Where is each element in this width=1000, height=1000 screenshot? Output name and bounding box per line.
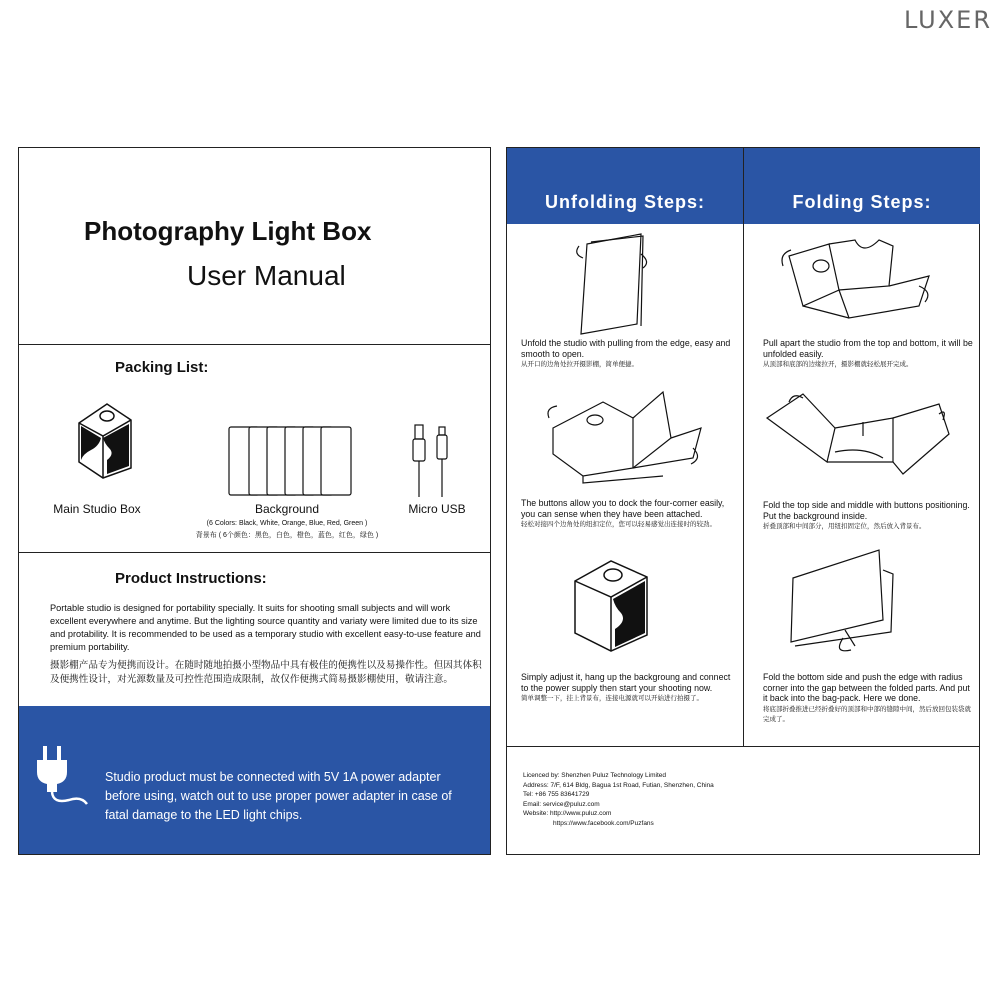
footer-website: Website: http://www.puluz.com (523, 810, 612, 818)
usb-label: Micro USB (408, 502, 466, 516)
company-footer (523, 771, 714, 829)
fold-step-1-cn: 从顶部和底部的边缘拉开，摄影棚就轻松展开完成。 (763, 361, 913, 368)
background-sheets-illustration (227, 425, 357, 497)
usb-cable-illustration (409, 421, 459, 501)
unfold-step-3-cn: 简单调整一下，挂上背景布，连接电源就可以开始进行拍摄了。 (521, 695, 703, 702)
background-colors-cn: 背景布 ( 6个颜色：黑色，白色，橙色，蓝色，红色，绿色 ) (195, 532, 379, 539)
background-colors-en: (6 Colors: Black, White, Orange, Blue, Red, Green ) (206, 520, 368, 527)
footer-facebook: https://www.facebook.com/Puzfans (553, 819, 654, 827)
fold-step-3-cn: 将底部折叠推进已经折叠好的顶部和中部的缝隙中间，然后放回包装袋就完成了。 (763, 705, 971, 723)
footer-tel: Tel: +86 755 83641729 (523, 791, 590, 799)
folding-header: Folding Steps: (744, 148, 980, 224)
fold-step-3-text (763, 672, 973, 726)
unfold-step-1-illustration (571, 234, 661, 334)
power-warning-text: Studio product must be connected with 5V 1A power adapter before using, watch out to use proper power adapter in case of fatal damage to the LED light chips. (105, 770, 452, 822)
power-warning-bar (19, 706, 490, 854)
fold-step-2-en: Fold the top side and middle with buttons positioning. Put the background inside. (763, 500, 970, 521)
unfolding-header: Unfolding Steps: (507, 148, 743, 224)
unfold-step-1-en: Unfold the studio with pulling from the edge, easy and smooth to open. (521, 338, 731, 359)
footer-address: Address: 7/F, 614 Bldg, Bagua 1st Road, Futian, Shenzhen, China (523, 781, 714, 789)
fold-step-2-illustration (763, 388, 953, 478)
instructions-title: Product Instructions: (115, 570, 267, 587)
background-label: Background (254, 502, 320, 516)
instructions-cn: 摄影棚产品专为便携而设计。在随时随地拍摄小型物品中具有极佳的便携性以及易操作性。但因其体积及便携性设计，对光源数量及可控性范围造成限制，故仅作便携式简易摄影棚使用，敬请注意。 (50, 660, 482, 685)
steps-panel (506, 147, 980, 855)
unfold-step-3-en: Simply adjust it, hang up the backgroung and connect to the power supply then start your shooting now. (521, 672, 731, 693)
brand-logo: LUXER (903, 6, 992, 34)
unfold-step-3-text (521, 672, 731, 705)
studio-box-label: Main Studio Box (53, 502, 141, 516)
fold-step-1-en: Pull apart the studio from the top and bottom, it will be unfolded easily. (763, 338, 973, 359)
fold-step-2-text (763, 500, 973, 533)
unfold-step-2-cn: 轻松对接四个边角处的纽扣定位，您可以轻易感觉出连接时的较劲。 (521, 521, 716, 528)
fold-step-1-text (763, 338, 973, 371)
unfold-step-1-text (521, 338, 731, 371)
unfold-step-2-illustration (543, 388, 703, 483)
footer-licence: Licenced by: Shenzhen Puluz Technology Limited (523, 772, 666, 779)
unfold-step-2-text (521, 498, 731, 531)
fold-step-2-cn: 折叠顶部和中间部分，用纽扣固定位，然后放入背景布。 (763, 523, 926, 530)
manual-cover-panel (18, 147, 491, 855)
divider (19, 552, 490, 553)
divider (507, 746, 979, 747)
fold-step-3-illustration (783, 550, 903, 660)
footer-email: Email: service@puluz.com (523, 800, 600, 808)
fold-step-3-en: Fold the bottom side and push the edge with radius corner into the gap between the folded parts. And put it back into the bag-pack. Here we done. (763, 672, 970, 703)
manual-subtitle: User Manual (187, 260, 346, 291)
unfold-step-1-cn: 从开口的边角处拉开摄影棚，简单便捷。 (521, 361, 638, 368)
instructions-en: Portable studio is designed for portability specially. It suits for shooting small subjects and will work excellent everywhere and anytime. But the lighting source quantity and variaty were limited due to its size and protability. It is recommended to be used as a temporary studio with excellent easy-to-use feature and premium portability. (50, 603, 481, 652)
column-divider (743, 148, 744, 746)
unfold-step-3-illustration (571, 551, 651, 651)
packing-list-title: Packing List: (115, 359, 209, 376)
unfold-step-2-en: The buttons allow you to dock the four-corner easily, you can sense when they have been attached. (521, 498, 725, 519)
studio-box-illustration (69, 398, 149, 478)
fold-step-1-illustration (779, 236, 939, 326)
manual-title: Photography Light Box (84, 216, 372, 246)
power-plug-icon (35, 746, 95, 806)
divider (19, 344, 490, 345)
